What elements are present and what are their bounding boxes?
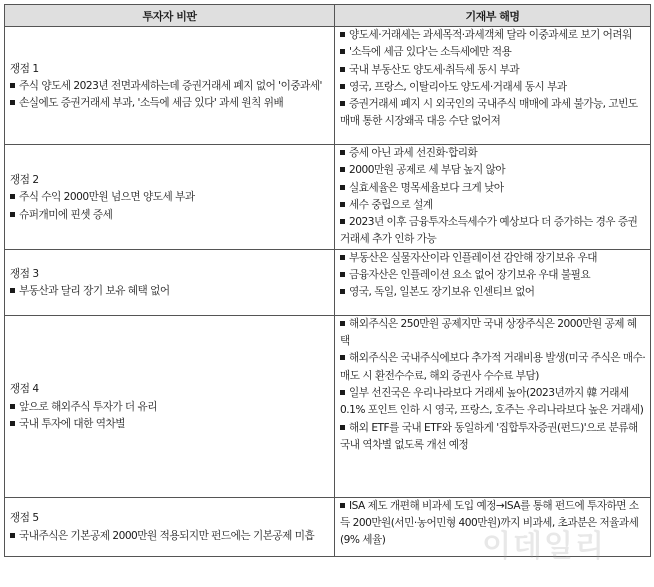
square-bullet-icon: [340, 272, 345, 277]
square-bullet-icon: [340, 355, 345, 360]
response-item: [340, 385, 646, 420]
critique-text: 국내주식은 기본공제 2000만원 적용되지만 펀드에는 기본공제 미흡: [19, 529, 315, 542]
response-text: 금융자산은 인플레이션 요소 없어 장기보유 우대 불필요: [349, 269, 591, 282]
table-row: [5, 145, 651, 250]
square-bullet-icon: [340, 150, 345, 155]
square-bullet-icon: [10, 83, 15, 88]
square-bullet-icon: [340, 425, 345, 430]
response-text: 실효세율은 명목세율보다 크게 낮아: [349, 181, 504, 194]
critique-text: 주식 수익 2000만원 넘으면 양도세 부과: [19, 191, 195, 204]
critique-item: [10, 95, 330, 112]
critique-item: [10, 78, 330, 95]
critique-text: 국내 투자에 대한 역차별: [19, 417, 125, 430]
square-bullet-icon: [340, 255, 345, 260]
critique-text: 부동산과 달리 장기 보유 혜택 없어: [19, 285, 170, 298]
critique-text: 주식 양도세 2023년 전면과세하는데 증권거래세 폐지 없어 '이중과세': [19, 79, 322, 92]
response-item: [340, 180, 646, 197]
response-item: [340, 420, 646, 455]
critique-cell: [5, 27, 335, 145]
watermark: 이데일리: [482, 529, 606, 564]
critique-item: [10, 189, 330, 206]
critique-item: [10, 283, 330, 300]
critique-item: [10, 416, 330, 433]
square-bullet-icon: [10, 100, 15, 105]
critique-item: [10, 399, 330, 416]
square-bullet-icon: [340, 289, 345, 294]
response-item: [340, 79, 646, 96]
critique-cell: [5, 249, 335, 315]
response-text: 해외주식은 250만원 공제지만 국내 상장주식은 2000만원 공제 혜택: [340, 317, 637, 348]
critique-item: [10, 207, 330, 224]
response-text: 일부 선진국은 우리나라보다 거래세 높아(2023년까지 韓 거래세 0.1% 포인트 인하 시 영국, 프랑스, 호주는 우리나라보다 높은 거래세): [340, 386, 644, 417]
response-text: 부동산은 실물자산이라 인플레이션 감안해 장기보유 우대: [349, 251, 597, 264]
square-bullet-icon: [340, 219, 345, 224]
response-text: 증권거래세 폐지 시 외국인의 국내주식 매매에 과세 불가능, 고빈도 매매 통한 시장왜곡 대응 수단 없어져: [340, 98, 638, 128]
issue-title: 쟁점 4: [10, 383, 39, 396]
response-item: [340, 62, 646, 79]
response-text: '소득에 세금 있다'는 소득세에만 적용: [349, 46, 512, 59]
header-response: 기재부 해명: [335, 5, 651, 27]
header-row: [5, 5, 651, 27]
table-row: [5, 27, 651, 145]
square-bullet-icon: [340, 101, 345, 106]
response-item: [340, 197, 646, 214]
critique-text: 앞으로 해외주식 투자가 더 유리: [19, 400, 158, 413]
square-bullet-icon: [340, 185, 345, 190]
response-item: [340, 284, 646, 301]
response-text: 영국, 프랑스, 이탈리아도 양도세·거래세 동시 부과: [349, 80, 567, 93]
response-text: 2000만원 공제로 세 부담 높지 않아: [349, 164, 506, 177]
issue-title: 쟁점 1: [10, 62, 39, 75]
header-critique: 투자자 비판: [5, 5, 335, 27]
response-text: 해외주식은 국내주식에보다 추가적 거래비용 발생(미국 주식은 매수·매도 시 환전수수료, 해외 증권사 수수료 부담): [340, 352, 646, 382]
response-text: 2023년 이후 금융투자소득세수가 예상보다 더 증가하는 경우 증권거래세 추가 인하 가능: [340, 216, 638, 246]
comparison-table: [4, 4, 651, 557]
response-text: 세수 중립으로 설계: [349, 198, 433, 211]
square-bullet-icon: [340, 49, 345, 54]
critique-cell: [5, 497, 335, 556]
square-bullet-icon: [340, 390, 345, 395]
response-cell: [335, 27, 651, 145]
response-cell: [335, 145, 651, 250]
response-text: 해외 ETF를 국내 ETF와 동일하게 '집합투자증권(펀드)'으로 분류해 국내 역차별 없도록 개선 예정: [340, 421, 638, 451]
critique-cell: [5, 145, 335, 250]
response-cell: [335, 249, 651, 315]
square-bullet-icon: [10, 212, 15, 217]
critique-cell: [5, 315, 335, 497]
response-item: [340, 316, 646, 351]
issue-title: 쟁점 5: [10, 512, 39, 525]
square-bullet-icon: [340, 67, 345, 72]
square-bullet-icon: [340, 84, 345, 89]
square-bullet-icon: [10, 533, 15, 538]
square-bullet-icon: [340, 32, 345, 37]
response-item: [340, 96, 646, 131]
square-bullet-icon: [340, 202, 345, 207]
response-text: 양도세·거래세는 과세목적·과세객체 달라 이중과세로 보기 어려워: [349, 29, 632, 41]
response-item: [340, 267, 646, 284]
response-cell: [335, 315, 651, 497]
response-item: [340, 350, 646, 385]
response-item: [340, 27, 646, 44]
table-row: [5, 315, 651, 497]
square-bullet-icon: [10, 194, 15, 199]
response-text: ISA 제도 개편해 비과세 도입 예정→ISA를 통해 펀드에 투자하면 소득 200만원(서민·농어민형 400만원)까지 비과세, 초과분은 저율과세(9% 세율): [340, 499, 639, 547]
response-item: [340, 44, 646, 61]
square-bullet-icon: [340, 167, 345, 172]
response-item: [340, 250, 646, 267]
critique-item: [10, 528, 330, 545]
response-item: [340, 145, 646, 162]
issue-title: 쟁점 2: [10, 173, 39, 186]
response-item: [340, 162, 646, 179]
table-row: [5, 249, 651, 315]
square-bullet-icon: [10, 421, 15, 426]
square-bullet-icon: [10, 288, 15, 293]
issue-title: 쟁점 3: [10, 267, 39, 280]
square-bullet-icon: [10, 404, 15, 409]
response-text: 국내 부동산도 양도세·취득세 동시 부과: [349, 63, 520, 76]
square-bullet-icon: [340, 503, 345, 508]
critique-text: 손실에도 증권거래세 부과, '소득에 세금 있다' 과세 원칙 위배: [19, 97, 284, 110]
response-text: 증세 아닌 과세 선진화·합리화: [349, 147, 478, 159]
response-item: [340, 214, 646, 249]
response-text: 영국, 독일, 일본도 장기보유 인센티브 없어: [349, 286, 535, 299]
critique-text: 슈퍼개미에 핀셋 증세: [19, 208, 113, 221]
square-bullet-icon: [340, 321, 345, 326]
